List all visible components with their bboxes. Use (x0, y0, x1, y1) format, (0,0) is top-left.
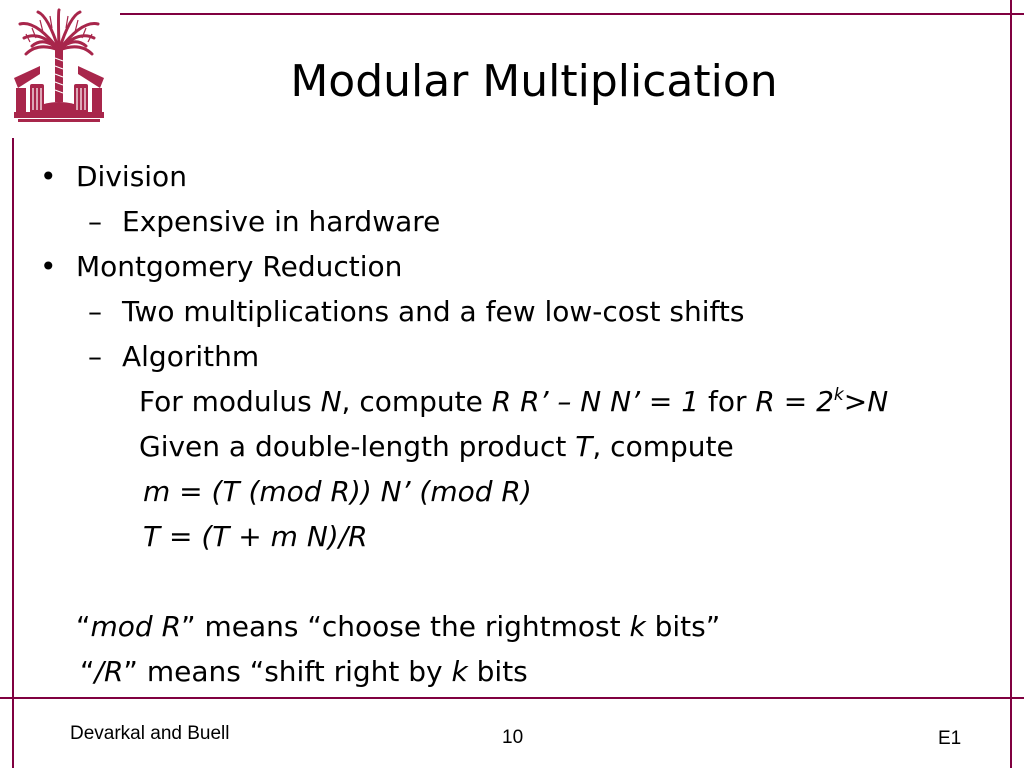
note-mod-r: “mod R” means “choose the rightmost k bits” (76, 610, 721, 643)
sub-bullet-expensive: Expensive in hardware (122, 205, 441, 238)
bullet-dot: • (40, 250, 57, 283)
sub-bullet-multiplications: Two multiplications and a few low-cost shifts (122, 295, 745, 328)
footer-page-number: 10 (502, 727, 524, 748)
slide-title: Modular Multiplication (290, 56, 778, 107)
algorithm-line-t: T = (T + m N)/R (143, 520, 368, 553)
left-rule (12, 138, 14, 768)
sub-bullet-dash: – (88, 205, 102, 238)
bullet-division: Division (76, 160, 187, 193)
footer-section: E1 (938, 728, 962, 749)
right-rule (1010, 0, 1012, 768)
bottom-rule (0, 697, 1024, 699)
bullet-dot: • (40, 160, 57, 193)
note-div-r: “/R” means “shift right by k bits (80, 655, 528, 688)
footer-authors: Devarkal and Buell (70, 723, 230, 744)
sub-bullet-algorithm: Algorithm (122, 340, 260, 373)
bullet-montgomery: Montgomery Reduction (76, 250, 403, 283)
sub-bullet-dash: – (88, 340, 102, 373)
algorithm-line-modulus: For modulus N, compute R R’ – N N’ = 1 for $R = 2^k>N$ (139, 385, 889, 418)
top-rule (120, 13, 1024, 15)
sub-bullet-dash: – (88, 295, 102, 328)
algorithm-line-product: Given a double-length product T, compute (139, 430, 734, 463)
algorithm-line-m: m = (T (mod R)) N’ (mod R) (143, 475, 532, 508)
